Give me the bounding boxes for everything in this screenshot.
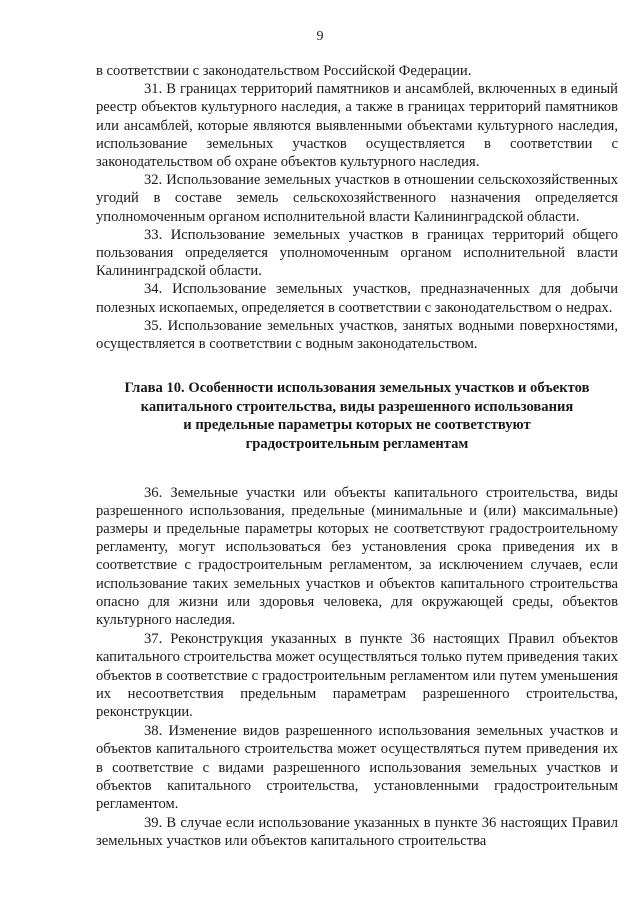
paragraph-31: 31. В границах территорий памятников и ансамблей, включенных в единый реестр объектов культурного наследия, а также в границах территорий памятников или ансамблей, которые являются выявленными объектами культурного наследия, использование земельных участков осуществляется в соответствии с законодательством об охране объектов культурного наследия. — [96, 81, 618, 171]
page-number: 9 — [316, 29, 324, 44]
paragraph-39: 39. В случае если использование указанных в пункте 36 настоящих Правил земельных участков или объектов капитального строительства — [96, 815, 618, 850]
paragraph-34: 34. Использование земельных участков, предназначенных для добычи полезных ископаемых, определяется в соответствии с законодательством о недрах. — [96, 281, 618, 316]
chapter-heading-line: Глава 10. Особенности использования земельных участков и объектов — [124, 380, 590, 397]
spacer — [96, 454, 618, 484]
paragraph-35: 35. Использование земельных участков, занятых водными поверхностями, осуществляется в соответствии с водным законодательством. — [96, 317, 618, 353]
paragraph-37: 37. Реконструкция указанных в пункте 36 настоящих Правил объектов капитального строительства может осуществляться только путем приведения таких объектов в соответствие с градостроительным регламентом или путем уменьшения их несоответствия предельным параметрам разрешенного строительства, реконструкции. — [96, 631, 618, 721]
chapter-heading-line: градостроительным регламентам — [245, 436, 469, 453]
paragraph-38: 38. Изменение видов разрешенного использования земельных участков и объектов капитального строительства может осуществляться путем приведения их в соответствие с видами разрешенного использования земельных участков и объектов капитального строительства, установленными градостроительным регламентом. — [96, 723, 618, 813]
paragraph-32: 32. Использование земельных участков в отношении сельскохозяйственных угодий в составе земель сельскохозяйственного назначения определяется уполномоченным органом исполнительной власти Калининградской области. — [96, 172, 618, 225]
chapter-heading-line: и предельные параметры которых не соответствуют — [183, 417, 531, 434]
paragraph-continuation: в соответствии с законодательством Российской Федерации. — [96, 63, 472, 79]
paragraph-33: 33. Использование земельных участков в границах территорий общего пользования определяется уполномоченным органом исполнительной власти Калининградской области. — [96, 226, 618, 280]
chapter-heading — [96, 379, 618, 453]
paragraph-36: 36. Земельные участки или объекты капитального строительства, виды разрешенного использования, предельные (минимальные и (или) максимальные) размеры и предельные параметры которых не соответствуют градостроительному регламенту, могут использоваться без установления срока приведения их в соответствие с градостроительным регламентом, за исключением случаев, если использование таких земельных участков и объектов капитального строительства опасно для жизни или здоровья человека, для окружающей среды, объектов культурного наследия. — [96, 484, 618, 629]
document-body — [96, 62, 618, 851]
chapter-heading-line: капитального строительства, виды разрешенного использования — [140, 398, 574, 415]
